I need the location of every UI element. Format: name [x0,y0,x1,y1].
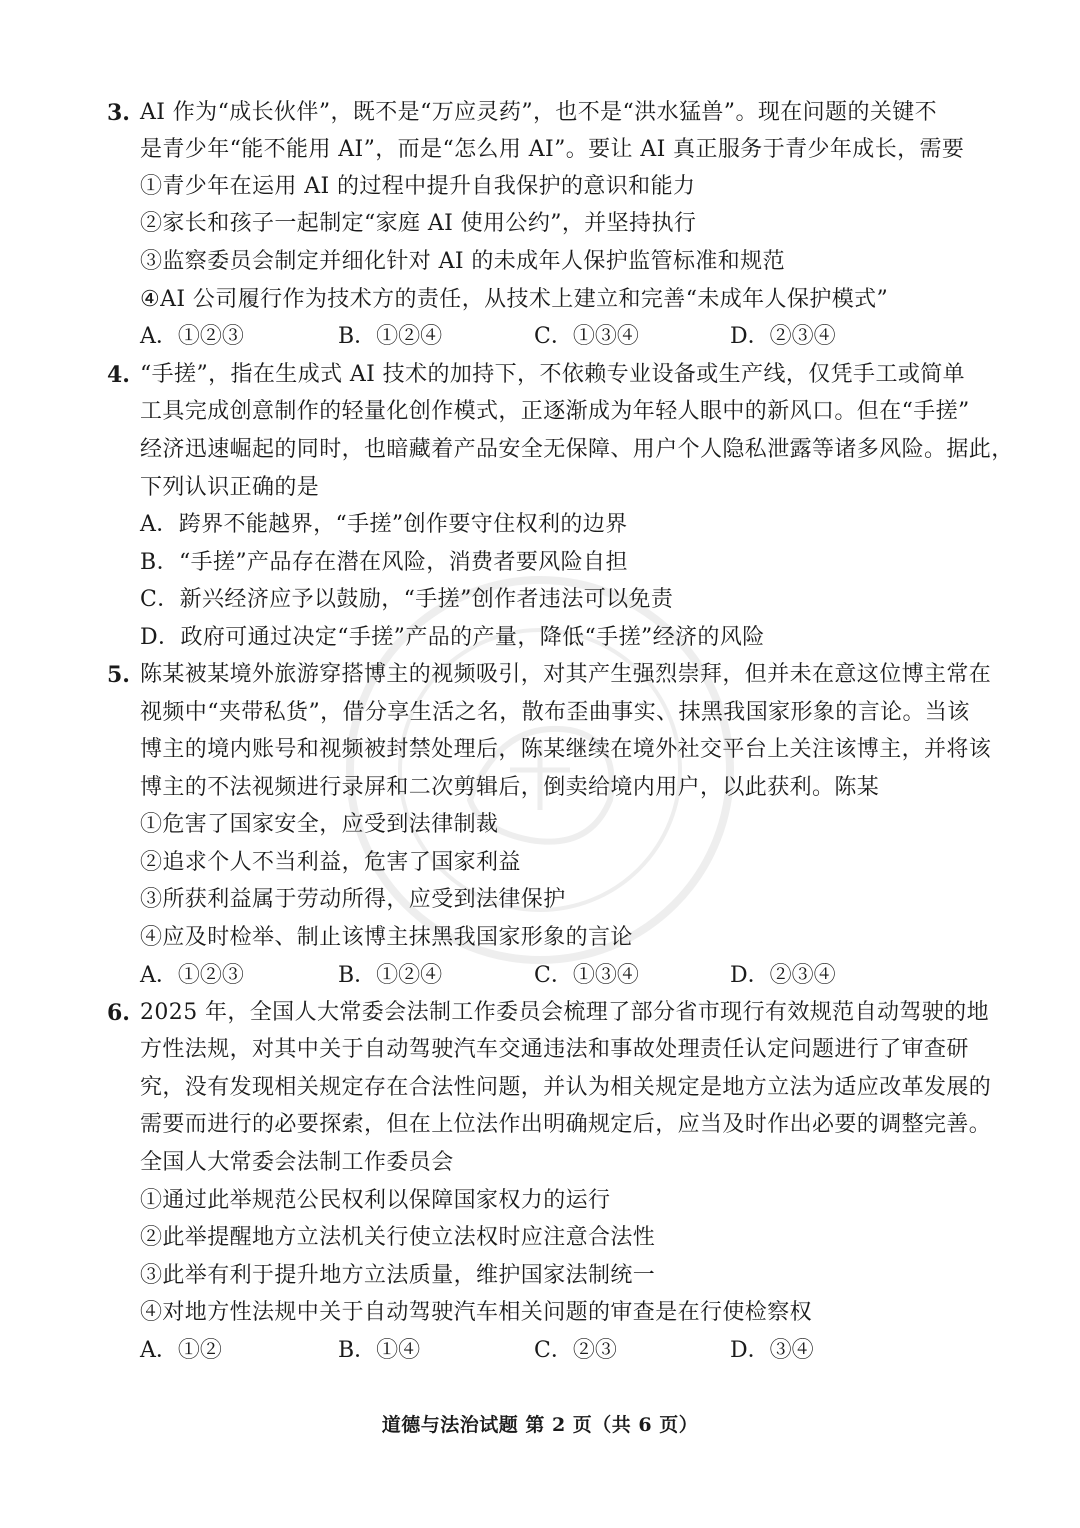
page-footer: 道德与法治试题 第 2 页（共 6 页） [381,1414,699,1436]
option-c: C．①③④ [534,963,639,988]
option-a: A．①②③ [140,324,244,349]
question-4-stem-line: 工具完成创意制作的轻量化创作模式，正逐渐成为年轻人眼中的新风口。但在“手搓” [140,399,970,424]
question-5-statement: ②追求个人不当利益，危害了国家利益 [140,850,521,875]
option-b: B．①②④ [338,324,443,349]
question-5-stem-line: 博主的境内账号和视频被封禁处理后，陈某继续在境外社交平台上关注该博主，并将该 [140,737,992,762]
option-d: D．③④ [730,1338,814,1363]
option-d: D．②③④ [730,963,836,988]
question-3-statement: ③监察委员会制定并细化针对 AI 的未成年人保护监管标准和规范 [140,249,785,274]
question-4-stem-line: “手搓”，指在生成式 AI 技术的加持下，不依赖专业设备或生产线，仅凭手工或简单 [140,362,966,387]
question-6-statement: ④对地方性法规中关于自动驾驶汽车相关问题的审查是在行使检察权 [140,1300,813,1325]
question-3-statement: ②家长和孩子一起制定“家庭 AI 使用公约”，并坚持执行 [140,211,697,236]
question-6-options [140,1338,900,1364]
option-b: B．①④ [338,1338,421,1363]
question-6-statement: ②此举提醒地方立法机关行使立法权时应注意合法性 [140,1225,656,1250]
question-6-stem-line: 方性法规，对其中关于自动驾驶汽车交通违法和事故处理责任认定问题进行了审查研 [140,1037,969,1062]
question-4-option-a: A．跨界不能越界，“手搓”创作要守住权利的边界 [140,512,628,537]
question-6-statement: ③此举有利于提升地方立法质量，维护国家法制统一 [140,1263,656,1288]
question-3-number: 3. [107,100,130,126]
question-6-number: 6. [107,1000,130,1026]
question-6-stem-line: 2025 年，全国人大常委会法制工作委员会梳理了部分省市现行有效规范自动驾驶的地 [140,1000,989,1025]
option-b: B．①②④ [338,963,443,988]
question-4-option-b: B．“手搓”产品存在潜在风险，消费者要风险自担 [140,550,628,575]
question-3-options [140,324,900,350]
option-c: C．②③ [534,1338,617,1363]
question-4-option-d: D．政府可通过决定“手搓”产品的产量，降低“手搓”经济的风险 [140,625,765,650]
question-5-stem-line: 陈某被某境外旅游穿搭博主的视频吸引，对其产生强烈崇拜，但并未在意这位博主常在 [140,662,992,687]
question-6-statement: ①通过此举规范公民权利以保障国家权力的运行 [140,1188,611,1213]
question-4-number: 4. [107,362,130,388]
option-a: A．①②③ [140,963,244,988]
question-5-stem-line: 视频中“夹带私货”，借分享生活之名，散布歪曲事实、抹黑我国家形象的言论。当该 [140,700,970,725]
question-3-stem-line: AI 作为“成长伙伴”，既不是“万应灵药”，也不是“洪水猛兽”。现在问题的关键不 [140,100,938,125]
question-5-options [140,963,900,989]
question-4-option-c: C．新兴经济应予以鼓励，“手搓”创作者违法可以免责 [140,587,674,612]
question-6-stem-line: 究，没有发现相关规定存在合法性问题，并认为相关规定是地方立法为适应改革发展的 [140,1075,992,1100]
question-5-statement: ①危害了国家安全，应受到法律制裁 [140,812,499,837]
question-3-statement: ①青少年在运用 AI 的过程中提升自我保护的意识和能力 [140,174,696,199]
question-3-stem-line: 是青少年“能不能用 AI”，而是“怎么用 AI”。要让 AI 真正服务于青少年成长，需要 [140,137,965,162]
question-6-stem-line: 需要而进行的必要探索，但在上位法作出明确规定后，应当及时作出必要的调整完善。 [140,1112,992,1137]
question-5-statement: ④应及时检举、制止该博主抹黑我国家形象的言论 [140,925,633,950]
question-5-number: 5. [107,662,130,688]
question-5-statement: ③所获利益属于劳动所得，应受到法律保护 [140,887,566,912]
option-d: D．②③④ [730,324,836,349]
option-a: A．①② [140,1338,222,1363]
question-3-statement: ④AI 公司履行作为技术方的责任，从技术上建立和完善“未成年人保护模式” [140,287,889,312]
question-6-stem-line: 全国人大常委会法制工作委员会 [140,1150,454,1175]
question-5-stem-line: 博主的不法视频进行录屏和二次剪辑后，倒卖给境内用户，以此获利。陈某 [140,775,880,800]
option-c: C．①③④ [534,324,639,349]
question-4-stem-line: 经济迅速崛起的同时，也暗藏着产品安全无保障、用户个人隐私泄露等诸多风险。据此， [140,437,1014,462]
question-4-stem-line: 下列认识正确的是 [140,475,320,500]
